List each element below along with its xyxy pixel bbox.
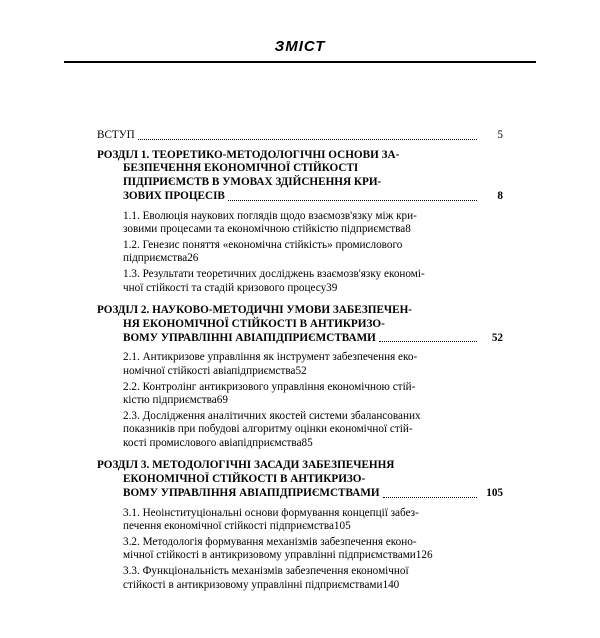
- toc-entry-label: номічної стійкості авіапідприємства: [123, 364, 296, 377]
- toc-entry-label: ЗОВИХ ПРОЦЕСІВ: [123, 189, 225, 202]
- toc-entry-line: 1.3. Результати теоретичних досліджень взаємозв'язку економі-: [123, 267, 425, 280]
- title-divider: [64, 61, 536, 63]
- toc-entry-line: 3.1. Неоінституціональні основи формування концепції забез-: [123, 506, 419, 519]
- leader-dots: [138, 138, 477, 140]
- leader-dots: [383, 496, 477, 498]
- toc-entry-page: 105: [333, 520, 351, 533]
- toc-entry-last-line: [123, 394, 503, 408]
- toc-entry-line: 2.1. Антикризове управління як інструмент забезпечення еко-: [123, 351, 418, 364]
- toc-entry-label: ВОМУ УПРАВЛІННІ АВІАПІДПРИЄМСТВАМИ: [123, 331, 376, 344]
- toc-entry-label: ВОМУ УПРАВЛІННЯ АВІАПІДПРИЄМСТВАМИ: [123, 487, 380, 500]
- leader-dots: [379, 340, 477, 342]
- toc-entry-line: БЕЗПЕЧЕННЯ ЕКОНОМІЧНОЇ СТІЙКОСТІ: [123, 162, 359, 175]
- toc-entry-line: РОЗДІЛ 3. МЕТОДОЛОГІЧНІ ЗАСАДИ ЗАБЕЗПЕЧЕННЯ: [97, 459, 395, 472]
- toc-entry-2-2[interactable]: [123, 381, 503, 408]
- toc-entry-label: стійкості в антикризовому управлінні підприємствами: [123, 578, 383, 591]
- leader-dots: [228, 199, 477, 201]
- toc-entry-line: показників при побудові алгоритму оцінки економічної стій-: [123, 423, 413, 436]
- toc-entry-2-3[interactable]: [123, 410, 503, 451]
- toc-entry-vstup[interactable]: [97, 129, 503, 143]
- toc-entry-last-line: [123, 190, 503, 204]
- toc-entry-page: 52: [491, 331, 503, 344]
- toc-entry-line: 1.1. Еволюція наукових поглядів щодо взаємозв'язку між кри-: [123, 209, 417, 222]
- toc-entry-3-2[interactable]: [123, 536, 503, 563]
- toc-entry-3-3[interactable]: [123, 565, 503, 592]
- toc-entry-line: ПІДПРИЄМСТВ В УМОВАХ ЗДІЙСНЕННЯ КРИ-: [123, 176, 382, 189]
- toc-entry-last-line: [123, 579, 503, 593]
- toc-entry-1-2[interactable]: [123, 239, 503, 266]
- toc-entry-last-line: [123, 437, 503, 451]
- toc-entry-last-line: [123, 223, 503, 237]
- toc-entry-last-line: [123, 365, 503, 379]
- toc-entry-label: мічної стійкості в антикризовому управлінні підприємствами: [123, 549, 416, 562]
- toc-entry-line: НЯ ЕКОНОМІЧНОЇ СТІЙКОСТІ В АНТИКРИЗО-: [123, 317, 385, 330]
- toc-entry-line: РОЗДІЛ 1. ТЕОРЕТИКО-МЕТОДОЛОГІЧНІ ОСНОВИ ЗА-: [97, 148, 400, 161]
- toc-entry-label: підприємства: [123, 252, 188, 265]
- toc-entry-label: кістю підприємства: [123, 394, 217, 407]
- toc-entry-line: 2.2. Контролінг антикризового управління економічною стій-: [123, 380, 416, 393]
- toc-entry-page: 126: [415, 549, 433, 562]
- toc-entry-rozdil-1[interactable]: [97, 149, 503, 204]
- toc-entry-page: 8: [497, 189, 503, 202]
- toc-entry-line: РОЗДІЛ 2. НАУКОВО-МЕТОДИЧНІ УМОВИ ЗАБЕЗПЕЧЕН-: [97, 304, 413, 317]
- toc-entry-line: 3.3. Функціональність механізмів забезпечення економічної: [123, 565, 409, 578]
- toc-entry-line: 1.2. Генезис поняття «економічна стійкість» промислового: [123, 238, 403, 251]
- table-of-contents: [97, 129, 503, 592]
- toc-entry-line: ЕКОНОМІЧНОЇ СТІЙКОСТІ В АНТИКРИЗО-: [123, 473, 366, 486]
- toc-entry-3-1[interactable]: [123, 507, 503, 534]
- toc-entry-label: ВСТУП: [97, 129, 135, 141]
- toc-entry-page: 140: [382, 578, 400, 591]
- toc-entry-line: 2.3. Дослідження аналітичних якостей системи збалансованих: [123, 409, 421, 422]
- toc-entry-page: 69: [216, 394, 228, 407]
- toc-entry-label: чної стійкості та стадій кризового процесу: [123, 281, 327, 294]
- toc-page: [0, 38, 600, 638]
- page-title: ЗМІСТ: [274, 38, 326, 55]
- toc-entry-label: кості промислового авіапідприємства: [123, 436, 302, 449]
- toc-entry-page: 39: [326, 281, 338, 294]
- toc-entry-rozdil-2[interactable]: [97, 304, 503, 345]
- toc-entry-page: 8: [405, 223, 411, 236]
- toc-entry-last-line: [123, 549, 503, 563]
- toc-entry-line: 3.2. Методологія формування механізмів забезпечення еконо-: [123, 535, 417, 548]
- toc-entry-rozdil-3[interactable]: [97, 459, 503, 500]
- toc-entry-page: 85: [301, 436, 313, 449]
- toc-entry-page: 105: [486, 487, 503, 500]
- toc-entry-page: 5: [497, 129, 503, 141]
- toc-entry-last-line: [123, 252, 503, 266]
- toc-entry-label: зовими процесами та економічною стійкістю підприємства: [123, 223, 406, 236]
- toc-entry-last-line: [123, 332, 503, 346]
- toc-entry-last-line: [123, 487, 503, 501]
- toc-entry-1-1[interactable]: [123, 210, 503, 237]
- toc-entry-1-3[interactable]: [123, 268, 503, 295]
- toc-entry-last-line: [123, 520, 503, 534]
- toc-entry-2-1[interactable]: [123, 351, 503, 378]
- toc-entry-page: 52: [295, 364, 307, 377]
- toc-entry-last-line: [123, 282, 503, 296]
- toc-entry-label: печення економічної стійкості підприємства: [123, 520, 334, 533]
- toc-entry-page: 26: [187, 252, 199, 265]
